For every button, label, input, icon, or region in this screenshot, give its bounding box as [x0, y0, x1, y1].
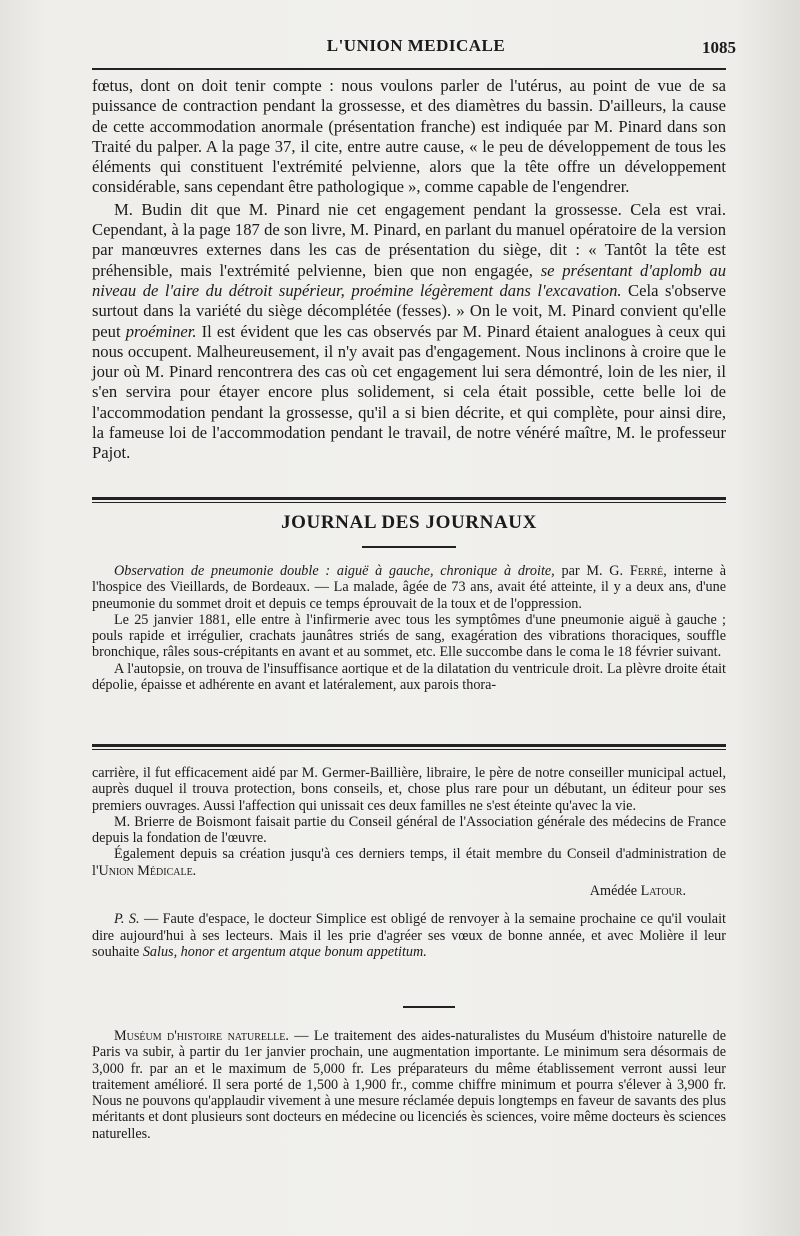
- column-separator-rule: [92, 744, 726, 750]
- top-article: [92, 76, 726, 464]
- journal-name: Union Médicale.: [98, 862, 197, 879]
- running-head: L'UNION MEDICALE: [326, 36, 506, 55]
- museum-notice: [92, 1028, 726, 1142]
- page-number: 1085: [702, 38, 736, 57]
- ps-label: P. S.: [114, 911, 140, 928]
- title-underline: [362, 546, 456, 548]
- short-separator-rule: [403, 1006, 455, 1008]
- signature: Amédée Latour.: [589, 883, 686, 900]
- latin-phrase: Salus, honor et argentum atque bonum appetitum.: [142, 943, 427, 960]
- obituary-paragraph-1: carrière, il fut efficacement aidé par M. Germer-Baillière, libraire, le père de notre conseiller municipal actuel, auprès duquel il trouva protection, bons conseils, et, chose plus rare pour un débutant, un éditeur pour ses premiers ouvrages. Aussi l'affection qui unissait ces deux familles ne s'est éteinte qu'avec la vie.: [92, 765, 726, 814]
- section-title: JOURNAL DES JOURNAUX: [281, 512, 537, 533]
- obituary-paragraph-2: M. Brierre de Boismont faisait partie du Conseil général de l'Association générale des médecins de France depuis la fondation de l'œuvre.: [92, 813, 726, 847]
- journal-paragraph-3: A l'autopsie, on trouva de l'insuffisance aortique et de la dilatation du ventricule droit. La plèvre droite était dépolie, épaisse et adhérente en avant et latéralement, aux parois thora-: [92, 660, 726, 694]
- journal-article: [92, 563, 726, 693]
- author-name: Ferré,: [629, 563, 667, 579]
- top-article-paragraph-2: M. Budin dit que M. Pinard nie cet engagement pendant la grossesse. Cela est vrai. Cependant, à la page 187 de son livre, M. Pinard, en parlant du manuel opératoire de la version par manœuvres externes dans les cas de présentation du siège, dit : « Tantôt la tête est préhensible, mais l'extrémité pelvienne, bien que non engagée, se présentant d'aplomb au niveau de l'aire du détroit supérieur, proémine légèrement dans l'excavation. Cela s'observe surtout dans la variété du siège décomplétée (fesses). » On le voit, M. Pinard convient qu'elle peut proéminer. Il est évident que les cas observés par M. Pinard étaient analogues à ceux qui nous occupent. Malheureusement, il n'y avait pas d'engagement. Nous inclinons à croire que le jour où M. Pinard rencontrera des cas où cet engagement lui sera démontré, loin de les nier, il s'en servira pour étayer encore plus solidement, si cela était possible, cette belle loi de l'accommodation pendant la grossesse, qu'il a si bien décrite, et qui complète, pour ainsi dire, la fameuse loi de l'accommodation pendant le travail, de notre vénéré maître, M. le professeur Pajot.: [92, 199, 727, 463]
- page-header: [96, 36, 736, 60]
- postscript: P. S. — Faute d'espace, le docteur Simplice est obligé de renvoyer à la semaine prochaine ce qu'il voulait dire aujourd'hui à ses lecteurs. Mais il les prie d'agréer ses vœux de bonne année, et avec Molière il leur souhaite Salus, honor et argentum atque bonum appetitum.: [92, 911, 726, 960]
- journal-paragraph-1: Observation de pneumonie double : aiguë à gauche, chronique à droite, par M. G. Ferré, interne à l'hospice des Vieillards, de Bordeaux. — La malade, âgée de 73 ans, avait été atteinte, il y a deux ans, d'une pneumonie du sommet droit et depuis ce temps éprouvait de la toux et de l'oppression.: [92, 563, 726, 612]
- obituary-paragraph-3: Également depuis sa création jusqu'à ces derniers temps, il était membre du Conseil d'administration de l'Union Médicale.: [92, 846, 726, 879]
- observation-title: Observation de pneumonie double : aiguë à gauche, chronique à droite,: [114, 563, 555, 579]
- museum-paragraph: Muséum d'histoire naturelle. — Le traitement des aides-naturalistes du Muséum d'histoire naturelle de Paris va subir, à partir du 1er janvier prochain, une augmentation importante. Le minimum sera désormais de 3,000 fr. par an et le maximum de 5,000 fr. Les préparateurs du même établissement verront aussi leur traitement amélioré. Il sera porté de 1,500 à 1,900 fr., comme chiffre minimum et pourra s'élever à 3,900 fr. Nous ne pouvons qu'applaudir vivement à une mesure réclamée depuis longtemps en faveur de savants des plus méritants et dont plusieurs sont docteurs en médecine ou licenciés ès sciences, voire même docteurs ès sciences naturelles.: [92, 1028, 727, 1142]
- quote-emphasis: se présentant d'aplomb au niveau de l'aire du détroit supérieur, proémine légèrement dans l'excavation.: [92, 260, 727, 300]
- journal-paragraph-2: Le 25 janvier 1881, elle entre à l'infirmerie avec tous les symptômes d'une pneumonie aiguë à gauche ; pouls rapide et irrégulier, crachats jaunâtres striés de sang, exagération des vibrations thoraciques, souffle bronchique, râles sous-crépitants en avant et au sommet, etc. Elle succombe dans le coma le 18 février suivant.: [92, 611, 726, 661]
- section-double-rule: [92, 497, 726, 503]
- top-article-paragraph-1: fœtus, dont on doit tenir compte : nous voulons parler de l'utérus, au point de vue de sa puissance de contraction pendant la grossesse, et des diamètres du bassin. D'ailleurs, la cause de cette accommodation anormale (présentation franche) est indiquée par M. Pinard dans son Traité du palper. A la page 37, il cite, entre autre cause, « le peu de développement de tous les éléments qui constituent l'extrémité pelvienne, alors que la tête offre un développement considérable, sans cependant être pathologique », comme capable de l'engendrer.: [92, 76, 726, 197]
- header-rule: [92, 68, 726, 70]
- obituary: [92, 765, 726, 960]
- word-emphasis: proéminer.: [125, 321, 197, 341]
- museum-label: Muséum d'histoire naturelle.: [114, 1028, 289, 1044]
